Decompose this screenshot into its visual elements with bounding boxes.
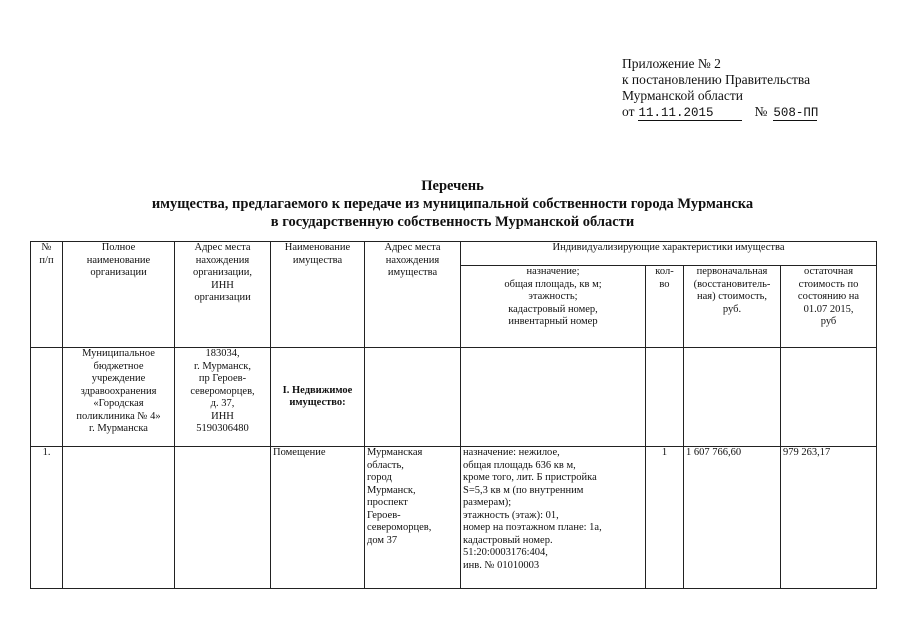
header-row-1 [31, 242, 877, 266]
header-property-name: Наименование имущества [271, 242, 365, 348]
appendix-date-line [622, 104, 817, 121]
header-org-address: Адрес места нахождения организации, ИНН организации [175, 242, 271, 348]
number-label: № [754, 104, 768, 119]
org-row-empty-qty [646, 348, 684, 447]
property-table [30, 241, 877, 589]
appendix-block [622, 56, 817, 121]
row-empty-org-name [63, 447, 175, 589]
org-row-empty-initial [684, 348, 781, 447]
row-residual-cost: 979 263,17 [781, 447, 877, 589]
row-num: 1. [31, 447, 63, 589]
table-row [31, 447, 877, 589]
row-property-name: Помещение [271, 447, 365, 589]
from-label: от [622, 104, 635, 119]
header-residual-cost: остаточная стоимость по состоянию на 01.07 2015, руб [781, 266, 877, 348]
org-row-empty-residual [781, 348, 877, 447]
row-property-address: Мурманская область, город Мурманск, проспект Героев- североморцев, дом 37 [365, 447, 461, 589]
decree-number: 508-ПП [773, 106, 819, 120]
org-name-cell: Муниципальное бюджетное учреждение здравоохранения «Городская поликлиника № 4» г. Мурманска [63, 348, 175, 447]
document-title [0, 177, 905, 231]
header-org-name: Полное наименование организации [63, 242, 175, 348]
org-row-empty-details [461, 348, 646, 447]
header-characteristics: Индивидуализирующие характеристики имущества [461, 242, 877, 266]
header-initial-cost: первоначальная (восстановитель- ная) стоимость, руб. [684, 266, 781, 348]
header-property-address: Адрес места нахождения имущества [365, 242, 461, 348]
title-line-2: имущества, предлагаемого к передаче из муниципальной собственности города Мурманска [151, 196, 754, 212]
org-row-empty-address [365, 348, 461, 447]
header-qty: кол- во [646, 266, 684, 348]
row-empty-org-address [175, 447, 271, 589]
appendix-line-3: Мурманской области [622, 88, 743, 103]
header-purpose: назначение; общая площадь, кв м; этажность; кадастровый номер, инвентарный номер [461, 266, 646, 348]
org-row [31, 348, 877, 447]
row-qty: 1 [646, 447, 684, 589]
title-line-1: Перечень [421, 178, 484, 194]
header-num: № п/п [31, 242, 63, 348]
row-details: назначение: нежилое, общая площадь 636 кв м, кроме того, лит. Б пристройка S=5,3 кв м (по внутренним размерам); этажность (этаж): 01, номер на поэтажном плане: 1а, кадастровый номер. 51:20:0003176:404, инв. № 01010003 [461, 447, 646, 589]
org-address-cell: 183034, г. Мурманск, пр Героев- североморцев, д. 37, ИНН 5190306480 [175, 348, 271, 447]
appendix-line-2: к постановлению Правительства [622, 72, 811, 87]
org-row-num [31, 348, 63, 447]
appendix-line-1: Приложение № 2 [622, 56, 721, 71]
title-line-3: в государственную собственность Мурманской области [270, 214, 635, 230]
section-title: I. Недвижимое имущество: [271, 348, 365, 447]
decree-date: 11.11.2015 [638, 107, 742, 121]
row-initial-cost: 1 607 766,60 [684, 447, 781, 589]
